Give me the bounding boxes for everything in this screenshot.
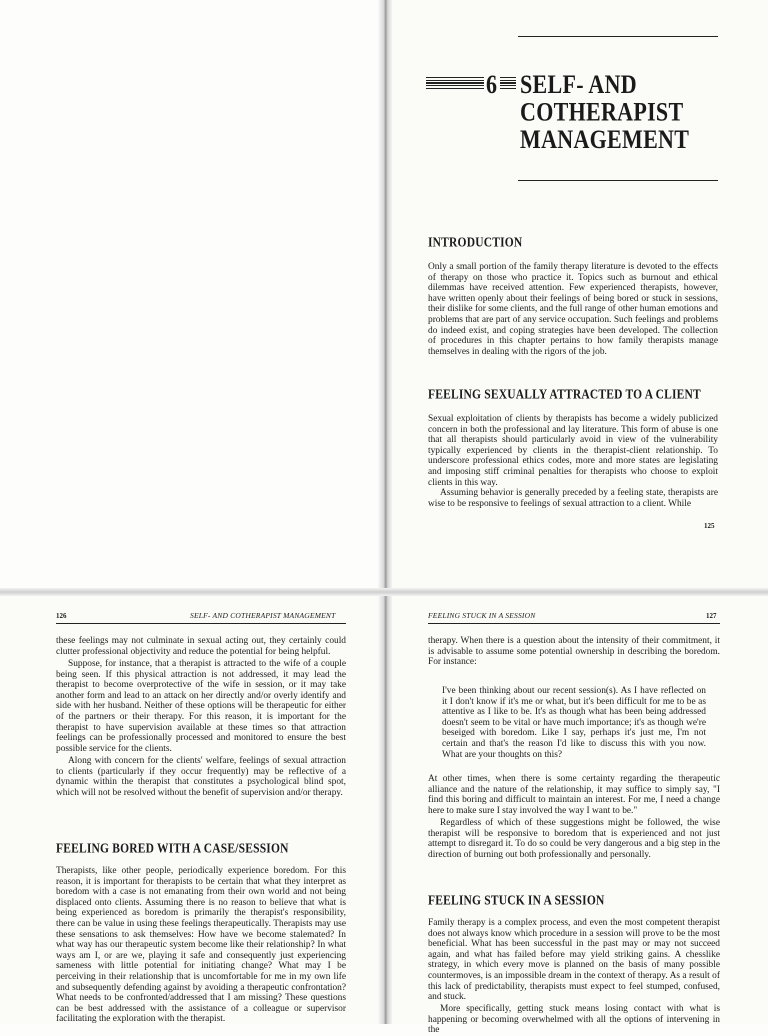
p127-paragraph-1: therapy. When there is a question about the intensity of their commitment, it is advisable to assume some potential ownership in describing the boredom. For instance: bbox=[428, 636, 720, 668]
page-125 bbox=[392, 0, 768, 588]
running-head-rule-left bbox=[56, 623, 346, 624]
page-number-127: 127 bbox=[706, 612, 717, 620]
stuck-paragraph-2: More specifically, getting stuck means losing contact with what is happening or becoming overwhelmed with all the options of intervening in the bbox=[428, 1004, 720, 1036]
page-gap bbox=[0, 588, 768, 596]
chapter-ornament-left bbox=[426, 77, 484, 90]
running-head-rule-right bbox=[428, 623, 720, 624]
boredom-quote: I've been thinking about our recent session(s). As I have reflected on it I don't know if it's me or what, but it's been difficult for me to be as attentive as I like to be. It's as though what has been being addressed doesn't seem to be vital or have much importance; it's as though we're beseiged with boredom. Like I say, perhaps it's just me, I'm not certain and that's the reason I'd like to discuss this with you now. What are your thoughts on this? bbox=[442, 686, 706, 760]
p126-paragraph-1: these feelings may not culminate in sexual acting out, they certainly could clutter professional objectivity and reduce the potential for being helpful. bbox=[56, 636, 346, 657]
p127-paragraph-2: At other times, when there is some certainty regarding the therapeutic alliance and the nature of the relationship, it may suffice to simply say, "I find this boring and difficult to maintain an interest. For me, I need a change here to make sure I stay involved the way I want to be." bbox=[428, 774, 720, 816]
chapter-title-line-3: MANAGEMENT bbox=[520, 124, 690, 154]
sexual-attraction-heading: FEELING SEXUALLY ATTRACTED TO A CLIENT bbox=[428, 388, 701, 402]
page-number-125: 125 bbox=[704, 522, 715, 530]
title-rule bbox=[518, 180, 718, 181]
p127-paragraph-3: Regardless of which of these suggestions might be followed, the wise therapist will be responsive to boredom that is experienced and not just attempt to disregard it. To do so could be very dangerous and a big step in the direction of burning out both professionally and personally. bbox=[428, 818, 720, 860]
p126-paragraph-3: Along with concern for the clients' welfare, feelings of sexual attraction to clients (particularly if they occur frequently) may be reflective of a dynamic within the therapist that constitutes a psychological blind spot, which will not be resolved without the benefit of supervision and/or therapy. bbox=[56, 756, 346, 798]
chapter-title-line-1: SELF- AND bbox=[520, 68, 637, 99]
bored-heading: FEELING BORED WITH A CASE/SESSION bbox=[56, 842, 289, 856]
book-spine bbox=[378, 0, 392, 1024]
running-head-left: SELF- AND COTHERAPIST MANAGEMENT bbox=[190, 611, 336, 620]
intro-paragraph: Only a small portion of the family therapy literature is devoted to the effects of therapy on those who practice it. Topics such as burnout and ethical dilemmas have received attention. Few experienced therapists, however, have written openly about their feelings of being bored or stuck in sessions, their dislike for some clients, and the full range of other human emotions and problems that are part of any service occupation. Such feelings and problems do indeed exist, and coping strategies have been developed. The collection of procedures in this chapter pertains to how family therapists manage themselves in dealing with the rigors of the job. bbox=[428, 262, 718, 357]
intro-heading: INTRODUCTION bbox=[428, 236, 523, 250]
stuck-paragraph-1: Family therapy is a complex process, and even the most competent therapist does not always know which procedure in a session will prove to be the most beneficial. What has been successful in the past may or may not succeed again, and what has failed before may yield striking gains. A chesslike strategy, in which every move is planned on the basis of many possible countermoves, is an impossible dream in the context of therapy. As a result of this lack of predictability, therapists must expect to feel stumped, confused, and stuck. bbox=[428, 918, 720, 1003]
chapter-title-line-2: COTHERAPIST bbox=[520, 96, 684, 127]
p126-paragraph-2: Suppose, for instance, that a therapist is attracted to the wife of a couple being seen. If this physical attraction is not addressed, it may lead the therapist to become overprotective of the wife in session, or it may take another form and lead to an attack on her directly and/or overly identify and side with her husband. Neither of these options will be therapeutic for either of the partners or their therapy. For this reason, it is important for the therapist to have supervision available at these times so that attraction feelings can be professionally processed and monitored to ensure the best possible service for the clients. bbox=[56, 659, 346, 754]
chapter-number: 6 bbox=[486, 68, 498, 99]
top-rule bbox=[518, 36, 718, 37]
bored-paragraph-1: Therapists, like other people, periodically experience boredom. For this reason, it is important for therapists to be certain that what they interpret as boredom with a case is not emanating from their own world and not being displaced onto clients. Assuming there is no reason to believe that what is being experienced as boredom is primarily the therapist's responsibility, there can be value in using these feelings therapeutically. Therapists may use these sensations to ask themselves: How have we become stalemated? In what way has our therapeutic system become like their relationship? In what ways am I, or are we, playing it safe and consequently just experiencing sameness with little potential for initiating change? What may I be perceiving in their relationship that is uncomfortable for me in my own life and subsequently defending against by avoiding a therapeutic confrontation? What needs to be confronted/addressed that I am missing? These questions can be best addressed with the assistance of a colleague or supervisor facilitating the exploration with the therapist. bbox=[56, 866, 346, 1025]
stuck-heading: FEELING STUCK IN A SESSION bbox=[428, 894, 605, 908]
running-head-right: FEELING STUCK IN A SESSION bbox=[428, 611, 536, 620]
page-127 bbox=[392, 596, 768, 1036]
page-126 bbox=[0, 596, 378, 1024]
sexual-paragraph-2: Assuming behavior is generally preceded by a feeling state, therapists are wise to be responsive to feelings of sexual attraction to a client. While bbox=[428, 488, 718, 509]
sexual-paragraph-1: Sexual exploitation of clients by therapists has become a widely publicized concern in both the professional and lay literature. This form of abuse is one that all therapists should particularly avoid in view of the vulnerability typically experienced by clients in the therapist-client relationship. To underscore professional ethics codes, more and more states are legislating and imposing stiff criminal penalties for therapists who choose to exploit clients in this way. bbox=[428, 414, 718, 488]
page-number-126: 126 bbox=[56, 612, 67, 620]
chapter-title bbox=[520, 70, 689, 153]
chapter-ornament-right bbox=[500, 77, 516, 90]
